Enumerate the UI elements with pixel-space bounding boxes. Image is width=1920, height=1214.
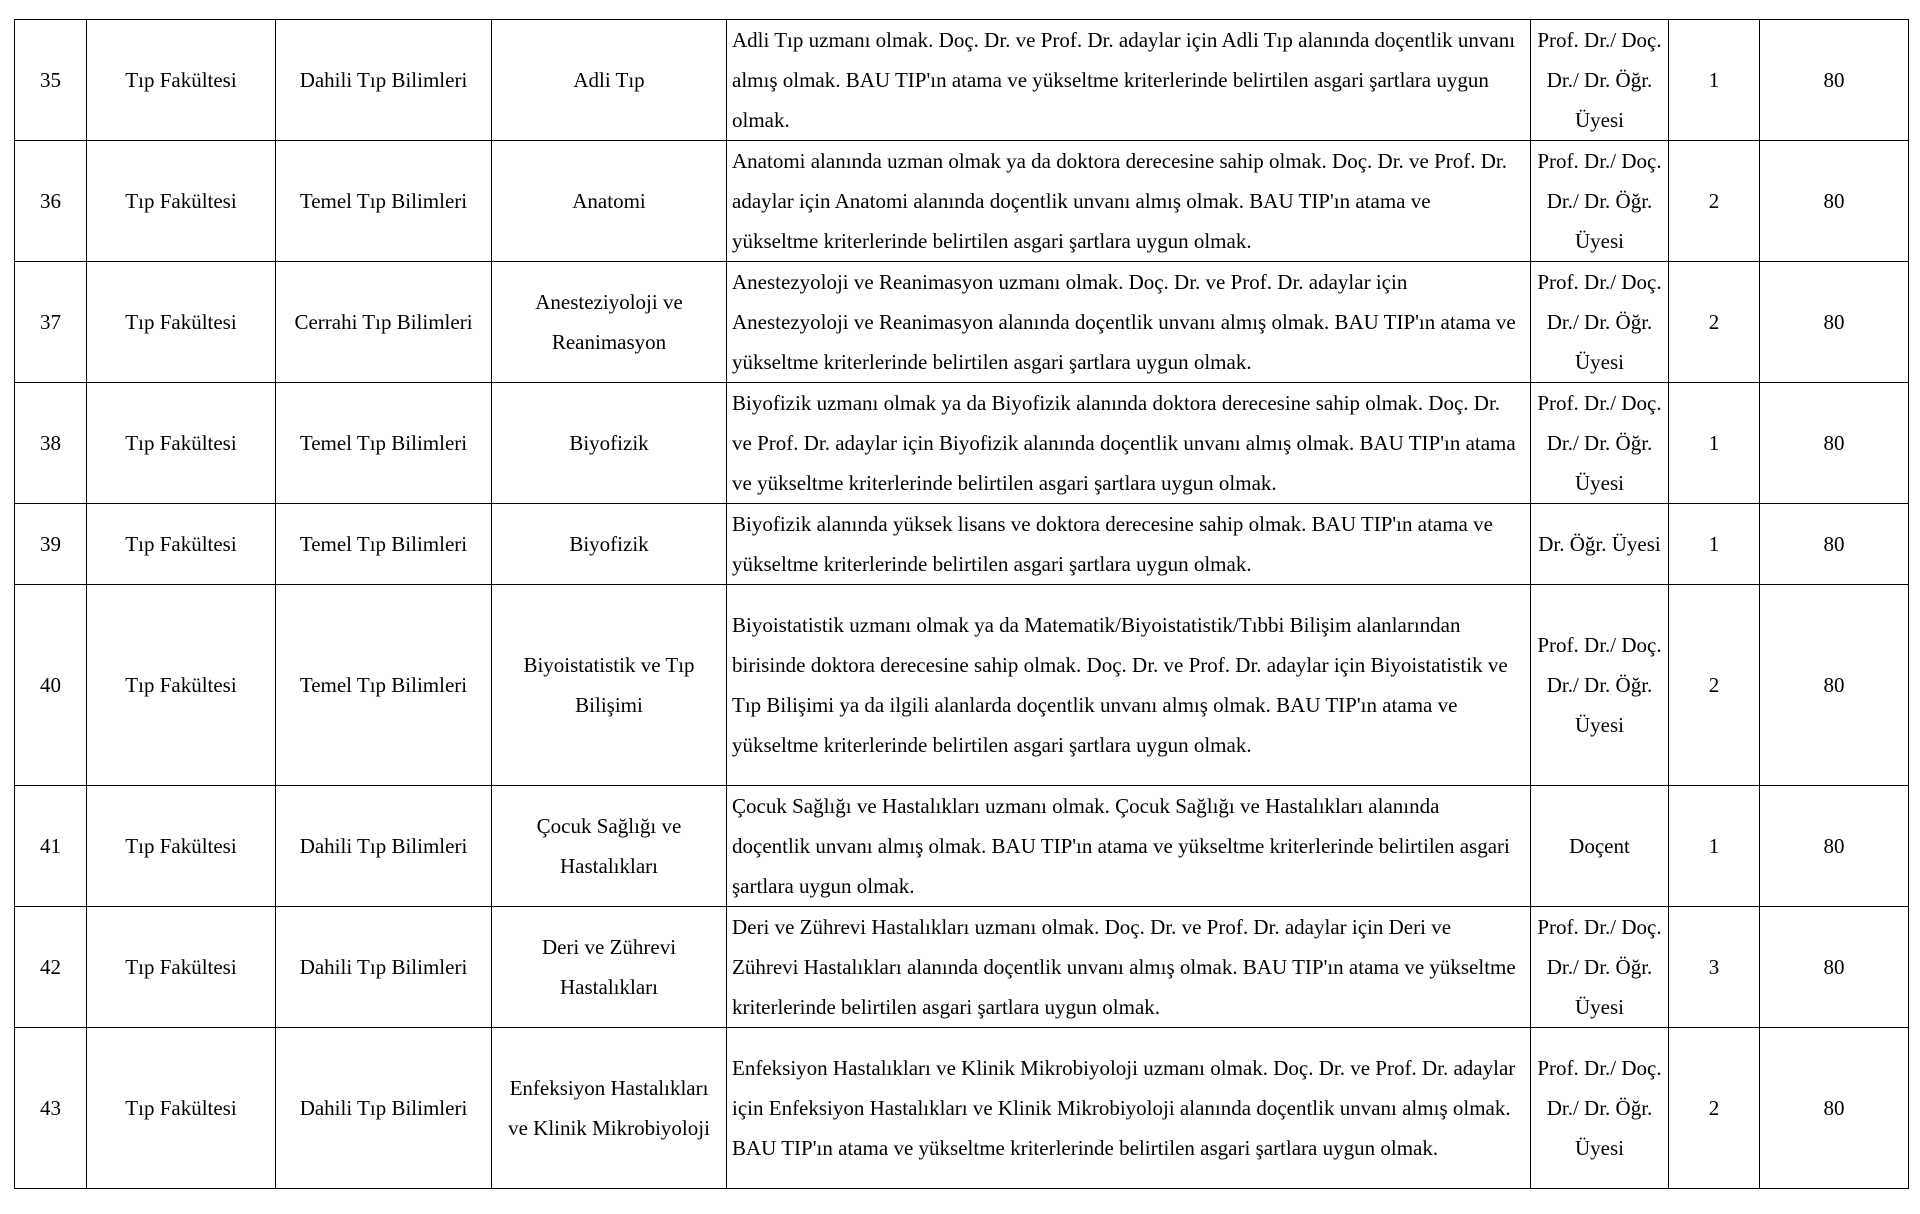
count-cell: 1 — [1669, 786, 1760, 907]
score-cell: 80 — [1760, 383, 1909, 504]
faculty-cell: Tıp Fakültesi — [87, 383, 276, 504]
row-number: 36 — [15, 141, 87, 262]
department-cell: Deri ve Zührevi Hastalıkları — [492, 907, 727, 1028]
requirement-cell: Biyofizik uzmanı olmak ya da Biyofizik alanında doktora derecesine sahip olmak. Doç. Dr. ve Prof. Dr. adaylar için Biyofizik alanında doçentlik unvanı almış olmak. BAU TIP'ın atama ve yükseltme kriterlerinde belirtilen asgari şartlara uygun olmak. — [727, 383, 1531, 504]
faculty-cell: Tıp Fakültesi — [87, 907, 276, 1028]
count-cell: 1 — [1669, 504, 1760, 585]
table-row — [15, 383, 1909, 504]
department-cell: Anesteziyoloji ve Reanimasyon — [492, 262, 727, 383]
row-number: 40 — [15, 585, 87, 786]
division-cell: Temel Tıp Bilimleri — [276, 585, 492, 786]
department-cell: Biyofizik — [492, 383, 727, 504]
faculty-cell: Tıp Fakültesi — [87, 141, 276, 262]
count-cell: 1 — [1669, 20, 1760, 141]
row-number: 42 — [15, 907, 87, 1028]
department-cell: Çocuk Sağlığı ve Hastalıkları — [492, 786, 727, 907]
title-cell: Prof. Dr./ Doç. Dr./ Dr. Öğr. Üyesi — [1531, 383, 1669, 504]
department-cell: Biyofizik — [492, 504, 727, 585]
title-cell: Prof. Dr./ Doç. Dr./ Dr. Öğr. Üyesi — [1531, 585, 1669, 786]
faculty-cell: Tıp Fakültesi — [87, 1028, 276, 1189]
table-row — [15, 20, 1909, 141]
table-row — [15, 141, 1909, 262]
division-cell: Temel Tıp Bilimleri — [276, 141, 492, 262]
requirement-cell: Çocuk Sağlığı ve Hastalıkları uzmanı olmak. Çocuk Sağlığı ve Hastalıkları alanında doçentlik unvanı almış olmak. BAU TIP'ın atama ve yükseltme kriterlerinde belirtilen asgari şartlara uygun olmak. — [727, 786, 1531, 907]
score-cell: 80 — [1760, 141, 1909, 262]
faculty-cell: Tıp Fakültesi — [87, 786, 276, 907]
score-cell: 80 — [1760, 1028, 1909, 1189]
department-cell: Anatomi — [492, 141, 727, 262]
requirement-cell: Deri ve Zührevi Hastalıkları uzmanı olmak. Doç. Dr. ve Prof. Dr. adaylar için Deri ve Zührevi Hastalıkları alanında doçentlik unvanı almış olmak. BAU TIP'ın atama ve yükseltme kriterlerinde belirtilen asgari şartlara uygun olmak. — [727, 907, 1531, 1028]
title-cell: Prof. Dr./ Doç. Dr./ Dr. Öğr. Üyesi — [1531, 907, 1669, 1028]
division-cell: Cerrahi Tıp Bilimleri — [276, 262, 492, 383]
score-cell: 80 — [1760, 504, 1909, 585]
faculty-cell: Tıp Fakültesi — [87, 504, 276, 585]
count-cell: 2 — [1669, 141, 1760, 262]
requirement-cell: Adli Tıp uzmanı olmak. Doç. Dr. ve Prof. Dr. adaylar için Adli Tıp alanında doçentlik unvanı almış olmak. BAU TIP'ın atama ve yükseltme kriterlerinde belirtilen asgari şartlara uygun olmak. — [727, 20, 1531, 141]
row-number: 41 — [15, 786, 87, 907]
score-cell: 80 — [1760, 585, 1909, 786]
department-cell: Biyoistatistik ve Tıp Bilişimi — [492, 585, 727, 786]
title-cell: Prof. Dr./ Doç. Dr./ Dr. Öğr. Üyesi — [1531, 20, 1669, 141]
requirement-cell: Anatomi alanında uzman olmak ya da doktora derecesine sahip olmak. Doç. Dr. ve Prof. Dr. adaylar için Anatomi alanında doçentlik unvanı almış olmak. BAU TIP'ın atama ve yükseltme kriterlerinde belirtilen asgari şartlara uygun olmak. — [727, 141, 1531, 262]
requirement-cell: Enfeksiyon Hastalıkları ve Klinik Mikrobiyoloji uzmanı olmak. Doç. Dr. ve Prof. Dr. adaylar için Enfeksiyon Hastalıkları ve Klinik Mikrobiyoloji alanında doçentlik unvanı almış olmak. BAU TIP'ın atama ve yükseltme kriterlerinde belirtilen asgari şartlara uygun olmak. — [727, 1028, 1531, 1189]
score-cell: 80 — [1760, 262, 1909, 383]
title-cell: Dr. Öğr. Üyesi — [1531, 504, 1669, 585]
row-number: 39 — [15, 504, 87, 585]
count-cell: 1 — [1669, 383, 1760, 504]
division-cell: Temel Tıp Bilimleri — [276, 383, 492, 504]
table-row — [15, 504, 1909, 585]
count-cell: 2 — [1669, 585, 1760, 786]
division-cell: Dahili Tıp Bilimleri — [276, 20, 492, 141]
requirement-cell: Anestezyoloji ve Reanimasyon uzmanı olmak. Doç. Dr. ve Prof. Dr. adaylar için Anestezyoloji ve Reanimasyon alanında doçentlik unvanı almış olmak. BAU TIP'ın atama ve yükseltme kriterlerinde belirtilen asgari şartlara uygun olmak. — [727, 262, 1531, 383]
table-row — [15, 907, 1909, 1028]
score-cell: 80 — [1760, 907, 1909, 1028]
count-cell: 3 — [1669, 907, 1760, 1028]
table-row — [15, 786, 1909, 907]
title-cell: Prof. Dr./ Doç. Dr./ Dr. Öğr. Üyesi — [1531, 262, 1669, 383]
positions-table — [14, 19, 1909, 1189]
division-cell: Dahili Tıp Bilimleri — [276, 786, 492, 907]
division-cell: Dahili Tıp Bilimleri — [276, 907, 492, 1028]
row-number: 43 — [15, 1028, 87, 1189]
row-number: 37 — [15, 262, 87, 383]
title-cell: Doçent — [1531, 786, 1669, 907]
division-cell: Temel Tıp Bilimleri — [276, 504, 492, 585]
faculty-cell: Tıp Fakültesi — [87, 585, 276, 786]
department-cell: Enfeksiyon Hastalıkları ve Klinik Mikrobiyoloji — [492, 1028, 727, 1189]
faculty-cell: Tıp Fakültesi — [87, 20, 276, 141]
title-cell: Prof. Dr./ Doç. Dr./ Dr. Öğr. Üyesi — [1531, 141, 1669, 262]
row-number: 35 — [15, 20, 87, 141]
score-cell: 80 — [1760, 786, 1909, 907]
faculty-cell: Tıp Fakültesi — [87, 262, 276, 383]
count-cell: 2 — [1669, 262, 1760, 383]
table-row — [15, 1028, 1909, 1189]
table-row — [15, 262, 1909, 383]
requirement-cell: Biyofizik alanında yüksek lisans ve doktora derecesine sahip olmak. BAU TIP'ın atama ve yükseltme kriterlerinde belirtilen asgari şartlara uygun olmak. — [727, 504, 1531, 585]
title-cell: Prof. Dr./ Doç. Dr./ Dr. Öğr. Üyesi — [1531, 1028, 1669, 1189]
score-cell: 80 — [1760, 20, 1909, 141]
row-number: 38 — [15, 383, 87, 504]
table-row — [15, 585, 1909, 786]
department-cell: Adli Tıp — [492, 20, 727, 141]
requirement-cell: Biyoistatistik uzmanı olmak ya da Matematik/Biyoistatistik/Tıbbi Bilişim alanlarından birisinde doktora derecesine sahip olmak. Doç. Dr. ve Prof. Dr. adaylar için Biyoistatistik ve Tıp Bilişimi ya da ilgili alanlarda doçentlik unvanı almış olmak. BAU TIP'ın atama ve yükseltme kriterlerinde belirtilen asgari şartlara uygun olmak. — [727, 585, 1531, 786]
division-cell: Dahili Tıp Bilimleri — [276, 1028, 492, 1189]
count-cell: 2 — [1669, 1028, 1760, 1189]
